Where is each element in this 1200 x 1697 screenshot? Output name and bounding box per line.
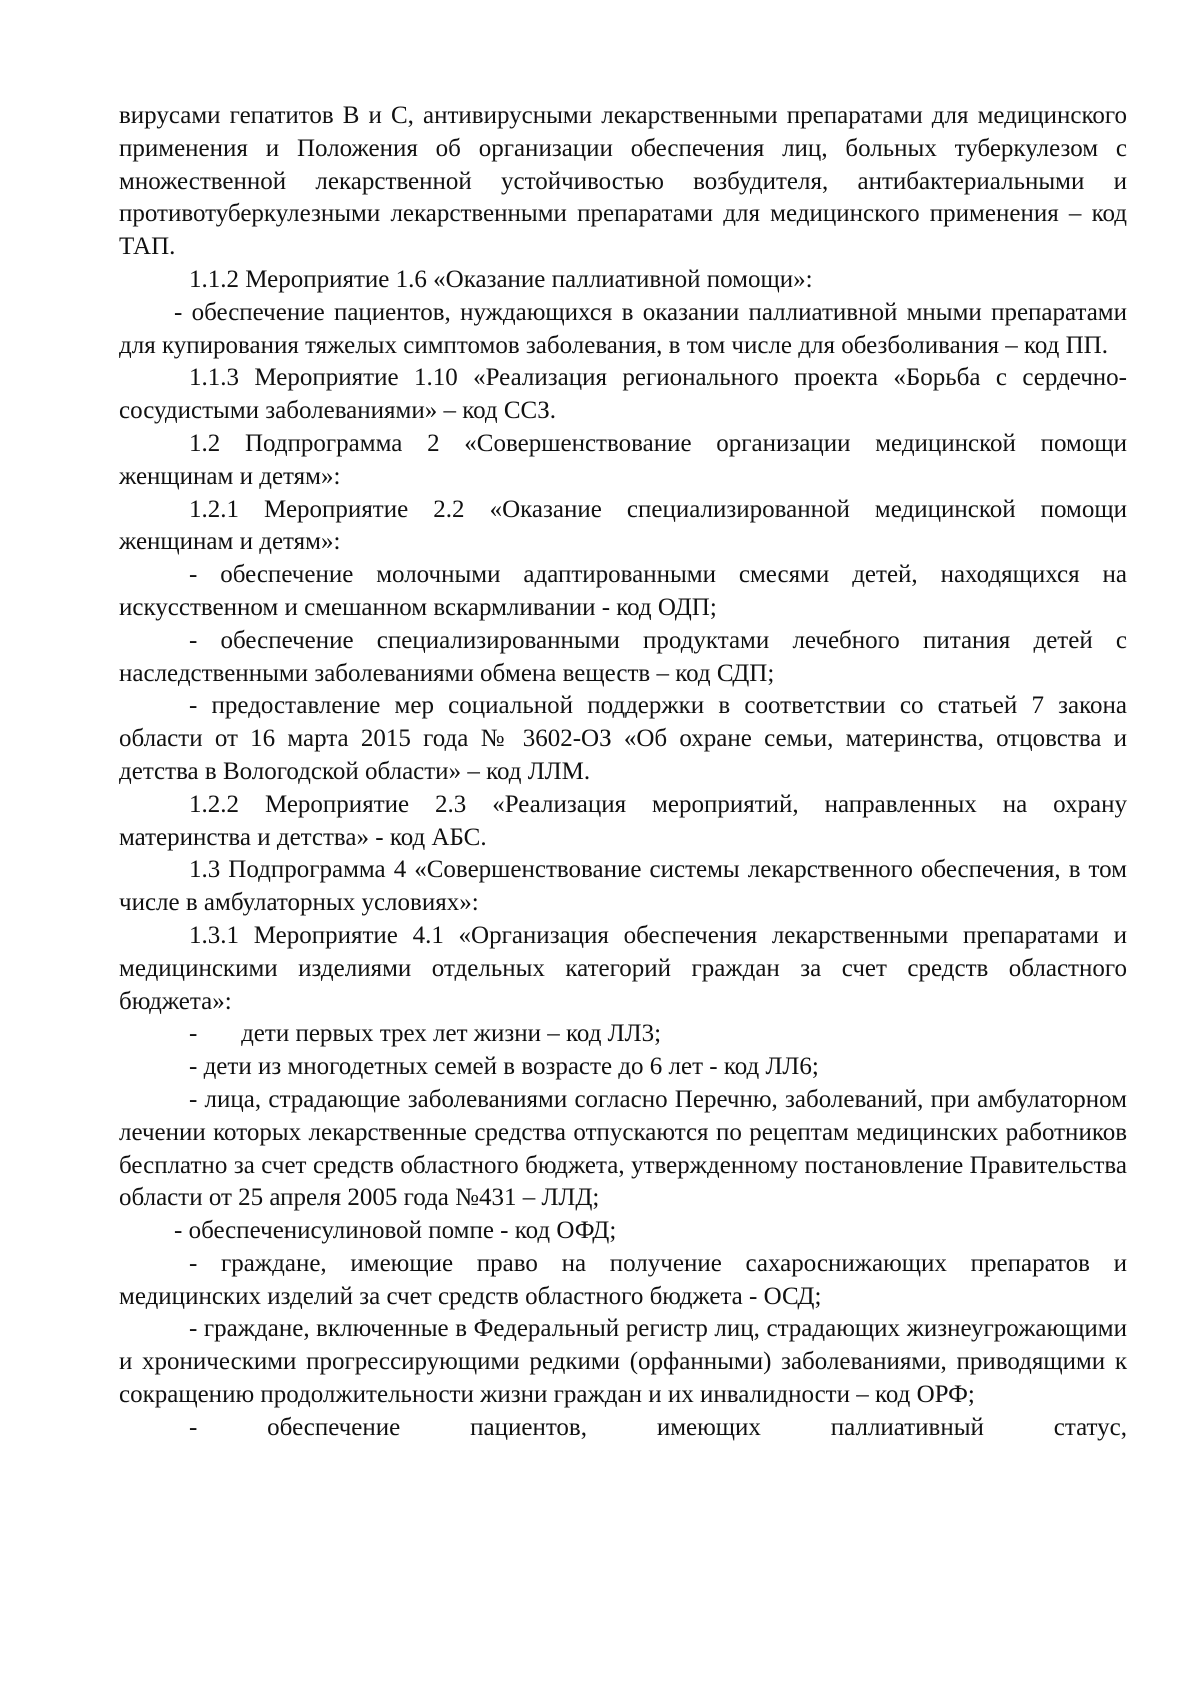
paragraph-odp: - обеспечение молочными адаптированными смесями детей, находящихся на искусственном и смешанном вскармливании - код ОДП;: [119, 561, 1127, 621]
paragraph-tap-continuation: вирусами гепатитов В и С, антивирусными лекарственными препаратами для медицинского применения и Положения об организации обеспечения лиц, больных туберкулезом с множественной лекарственной устойчивостью возбудителя, антибактериальными и противотуберкулезными лекарственными препаратами для медицинского применения – код ТАП.: [119, 102, 1127, 261]
paragraph-palliative-provision: - обеспечение пациентов, нуждающихся в оказании паллиативной мными препаратами для купирования тяжелых симптомов заболевания, в том числе для обезболивания – код ПП.: [119, 298, 1127, 359]
paragraph-palliative-status: - обеспечение пациентов, имеющих паллиативный статус,: [189, 1413, 1127, 1441]
paragraph-1-2-1-heading: 1.2.1 Мероприятие 2.2 «Оказание специализированной медицинской помощи женщинам и детям»:: [119, 495, 1127, 556]
paragraph-sdp: - обеспечение специализированными продуктами лечебного питания детей с наследственными заболеваниями обмена веществ – код СДП;: [119, 626, 1127, 687]
document-body: [119, 100, 1127, 1445]
paragraph-1-2-2-heading: 1.2.2 Мероприятие 2.3 «Реализация мероприятий, направленных на охрану материнства и детства» - код АБС.: [119, 790, 1127, 851]
paragraph-1-1-3-heading: 1.1.3 Мероприятие 1.10 «Реализация регионального проекта «Борьба с сердечно-сосудистыми заболеваниями» – код ССЗ.: [119, 364, 1127, 425]
paragraph-llm: - предоставление мер социальной поддержки в соответствии со статьей 7 закона области от 16 марта 2015 года № 3602-ОЗ «Об охране семьи, материнства, отцовства и детства в Вологодской области» – код ЛЛМ.: [119, 692, 1127, 785]
paragraph-osd: - граждане, имеющие право на получение сахароснижающих препаратов и медицинских изделий за счет средств областного бюджета - ОСД;: [119, 1249, 1127, 1310]
paragraph-lld: - лица, страдающие заболеваниями согласно Перечню, заболеваний, при амбулаторном лечении которых лекарственные средства отпускаются по рецептам медицинских работников бесплатно за счет средств областного бюджета, утвержденному постановление Правительства области от 25 апреля 2005 года №431 – ЛЛД;: [119, 1085, 1127, 1212]
paragraph-1-2-subprogram: 1.2 Подпрограмма 2 «Совершенствование организации медицинской помощи женщинам и детям»:: [119, 429, 1127, 490]
paragraph-ofd: - обеспеченисулиновой помпе - код ОФД;: [174, 1217, 617, 1245]
paragraph-1-3-1-heading: 1.3.1 Мероприятие 4.1 «Организация обеспечения лекарственными препаратами и медицинскими изделиями отдельных категорий граждан за счет средств областного бюджета»:: [119, 921, 1127, 1015]
paragraph-orf: - граждане, включенные в Федеральный регистр лиц, страдающих жизнеугрожающими и хроническими прогрессирующими редкими (орфанными) заболеваниями, приводящими к сокращению продолжительности жизни граждан и их инвалидности – код ОРФ;: [119, 1315, 1127, 1409]
paragraph-ll6: - дети из многодетных семей в возрасте до 6 лет - код ЛЛ6;: [189, 1053, 819, 1081]
paragraph-ll3: - дети первых трех лет жизни – код ЛЛ3;: [189, 1020, 662, 1048]
paragraph-1-3-subprogram: 1.3 Подпрограмма 4 «Совершенствование системы лекарственного обеспечения, в том числе в амбулаторных условиях»:: [119, 856, 1127, 917]
paragraph-1-1-2-heading: 1.1.2 Мероприятие 1.6 «Оказание паллиативной помощи»:: [189, 265, 813, 293]
